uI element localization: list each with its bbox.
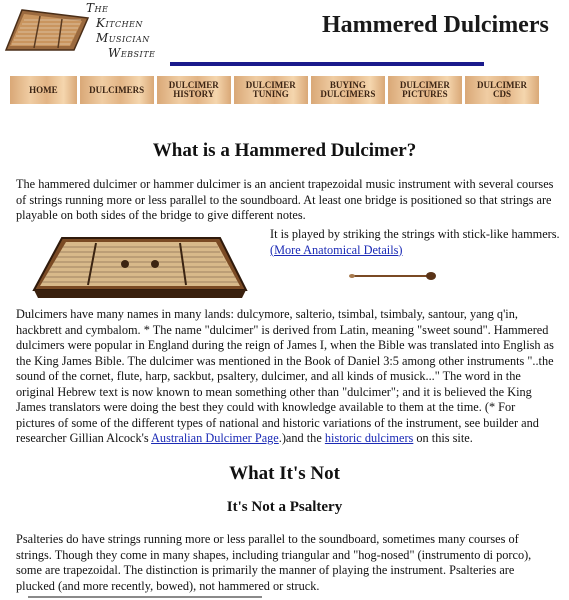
nav-dulcimer-history-label: DULCIMER HISTORY <box>168 80 219 99</box>
section-title-what-is: What is a Hammered Dulcimer? <box>152 140 417 161</box>
hammer-image <box>348 270 438 282</box>
hammered-dulcimer-image <box>30 232 248 300</box>
bottom-divider <box>28 596 262 598</box>
nav-dulcimers-label: DULCIMERS <box>89 84 145 95</box>
heading-divider <box>170 62 484 66</box>
nav-dulcimer-cds-label: DULCIMER CDS <box>476 80 527 99</box>
nav-home[interactable] <box>10 76 77 104</box>
australian-dulcimer-page-link[interactable]: Australian Dulcimer Page <box>151 431 279 445</box>
logo-line-1: The <box>86 1 109 15</box>
main-nav <box>10 76 539 104</box>
dulcimer-names-paragraph: Dulcimers have many names in many lands: dulcymore, salterio, tsimbal, tsimbaly, santour, yang q'in, hackbrett and cymbalom. * The name "dulcimer" is derived from Latin, meaning "sweet sound". Hammered dulcimers were popular in England during the reign of James I, when the Bible was translated into English as the King James Bible. The dulcimer was mentioned in the Book of Daniel 3:5 among other instruments "..the sound of the cornet, flute, harp, sackbut, psaltery, dulcimer, and all kinds of musick..." The word in the original Hebrew text is now known to mean something other than "dulcimer"; and it is believed the King James translators were doing the best they could with knowledge available to them at the time. (* For pictures of some of the different types of national and historic variations of the instrument, see builder and researcher Gillian Alcock's Australian Dulcimer Page.)and the historic dulcimers on this site. <box>16 307 554 445</box>
nav-dulcimers[interactable] <box>80 76 154 104</box>
logo-line-2: Kitchen Musician <box>96 16 150 45</box>
nav-dulcimer-pictures[interactable] <box>388 76 462 104</box>
section-title-what-its-not: What It's Not <box>229 463 340 484</box>
nav-dulcimer-tuning[interactable] <box>234 76 308 104</box>
nav-home-label: HOME <box>29 84 58 95</box>
nav-buying-dulcimers[interactable] <box>311 76 385 104</box>
logo-text <box>86 1 194 61</box>
nav-dulcimer-pictures-label: DULCIMER PICTURES <box>399 80 450 99</box>
side-text-block <box>270 227 566 258</box>
nav-dulcimer-tuning-label: DULCIMER TUNING <box>245 80 296 99</box>
nav-dulcimer-cds[interactable] <box>465 76 539 104</box>
page-title: Hammered Dulcimers <box>322 12 549 38</box>
nav-buying-dulcimers-label: BUYING DULCIMERS <box>320 80 376 99</box>
site-logo[interactable] <box>4 0 194 60</box>
psaltery-paragraph: Psalteries do have strings running more or less parallel to the soundboard, sometimes many courses of strings. Though they come in many shapes, including triangular and "hog-nosed" (instrumento di porco), some are trapezoidal. The distinction is primarily the manner of playing the instrument. Psalteries are plucked (and more recently, bowed), not hammered or struck. <box>16 532 532 593</box>
side-description: It is played by striking the strings with stick-like hammers. <box>270 227 560 241</box>
nav-dulcimer-history[interactable] <box>157 76 231 104</box>
subtitle-not-psaltery: It's Not a Psaltery <box>226 499 343 515</box>
dulcimer-logo-icon <box>4 4 90 54</box>
historic-dulcimers-link[interactable]: historic dulcimers <box>324 431 414 445</box>
more-anatomical-details-link[interactable]: (More Anatomical Details) <box>270 242 403 257</box>
logo-line-3: Website <box>108 46 156 60</box>
intro-paragraph: The hammered dulcimer or hammer dulcimer is an ancient trapezoidal music instrument with several courses of strings running more or less parallel to the soundboard. At least one bridge is positioned so that strings are playable on both sides of the bridge to give different notes. <box>16 177 554 222</box>
